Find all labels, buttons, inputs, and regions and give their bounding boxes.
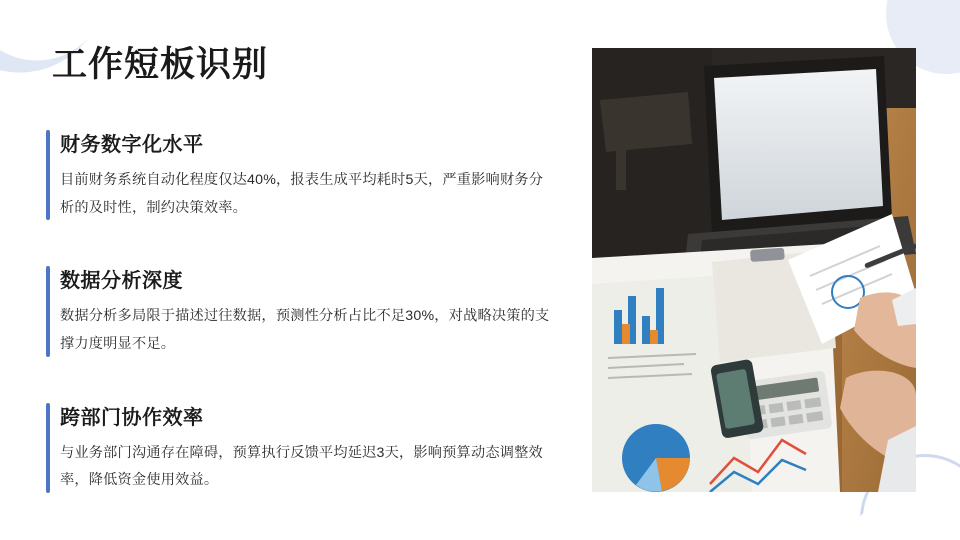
block-heading: 跨部门协作效率 bbox=[60, 406, 204, 429]
block-body: 数据分析多局限于描述过往数据，预测性分析占比不足30%，对战略决策的支撑力度明显不足。 bbox=[60, 308, 550, 353]
office-photo bbox=[592, 48, 916, 492]
content-block bbox=[46, 128, 556, 222]
content-block bbox=[46, 401, 556, 495]
office-photo-illustration bbox=[592, 48, 916, 492]
block-heading: 财务数字化水平 bbox=[60, 134, 204, 156]
block-heading: 数据分析深度 bbox=[60, 270, 183, 293]
accent-bar bbox=[46, 403, 50, 493]
content-blocks bbox=[46, 128, 556, 495]
block-body: 与业务部门沟通存在障碍，预算执行反馈平均延迟3天，影响预算动态调整效率，降低资金使用效益。 bbox=[60, 444, 543, 489]
accent-bar bbox=[46, 130, 50, 220]
content-block bbox=[46, 264, 556, 358]
accent-bar bbox=[46, 266, 50, 356]
block-body: 目前财务系统自动化程度仅达40%，报表生成平均耗时5天，严重影响财务分析的及时性，制约决策效率。 bbox=[60, 172, 544, 216]
page-title: 工作短板识别 bbox=[52, 45, 269, 84]
